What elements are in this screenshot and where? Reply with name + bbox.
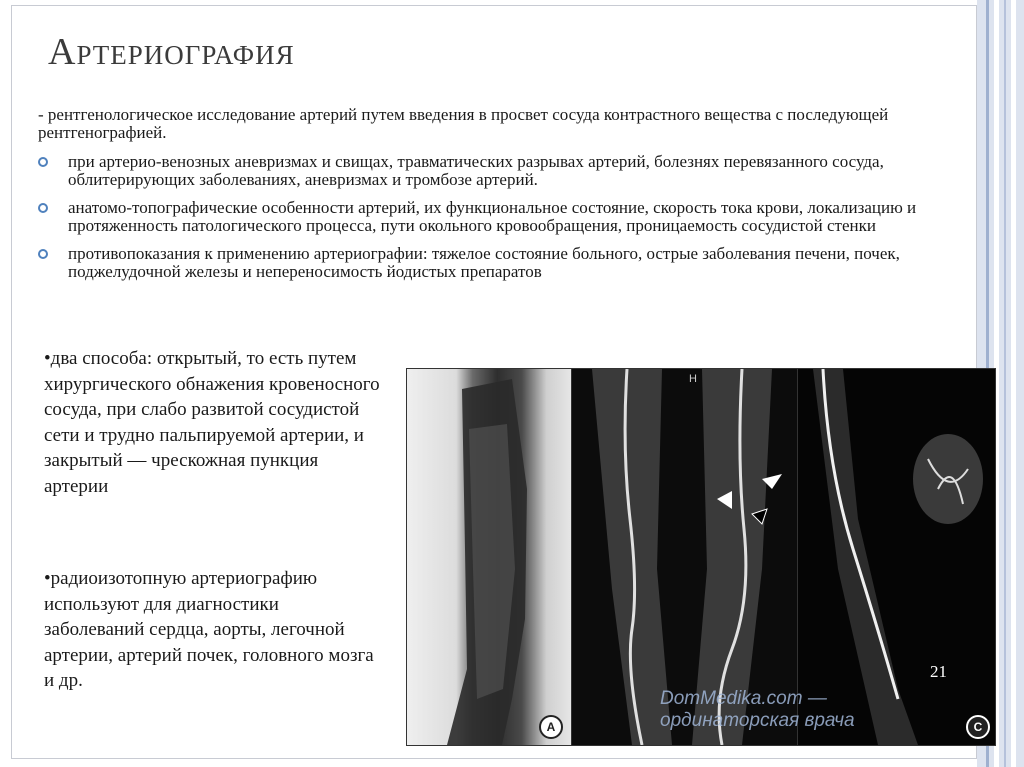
bullet-circle-icon — [38, 203, 48, 213]
bullet-list — [38, 153, 978, 291]
bullet-text: противопоказания к применению артериографии: тяжелое состояние больного, острые заболевания печени, почек, поджелудочной железы и непереносимость йодистых препаратов — [68, 244, 900, 281]
radioisotope-paragraph: •радиоизотопную артериографию используют для диагностики заболеваний сердца, аорты, легочной артерии, артерий почек, головного мозга и др. — [44, 568, 374, 691]
leg-photo-illustration — [407, 369, 571, 745]
page-number: 21 — [930, 662, 947, 681]
bullet-item — [38, 153, 978, 189]
watermark — [660, 688, 960, 732]
bullet-text: при артерио-венозных аневризмах и свищах, травматических разрывах артерий, болезнях перевязанного сосуда, облитерирующих заболеваниях, аневризмах и тромбозе артерий. — [68, 152, 884, 189]
methods-paragraph: •два способа: открытый, то есть путем хирургического обнажения кровеносного сосуда, при слабо развитой сосудистой сети и трудно пальпируемой артерии, и закрытый — чрескожная пункция артерии — [44, 348, 380, 497]
leg-photo-panel-a — [406, 368, 572, 746]
intro-text: - рентгенологическое исследование артерий путем введения в просвет сосуда контрастного вещества с последующей рентгенографией. — [38, 105, 889, 142]
bullet-text: анатомо-топографические особенности артерий, их функциональное состояние, скорость тока крови, локализацию и протяженность патологического процесса, пути окольного кровообращения, проницаемость сосудистой стенки — [68, 198, 917, 235]
watermark-line-2: ординаторская врача — [660, 710, 855, 731]
bullet-circle-icon — [38, 249, 48, 259]
panel-marker-h: H — [689, 373, 697, 385]
panel-label-a: A — [539, 715, 563, 739]
bullet-item — [38, 245, 978, 281]
watermark-line-1: DomMedika.com — — [660, 688, 827, 709]
bullet-circle-icon — [38, 157, 48, 167]
bullet-item — [38, 199, 978, 235]
slide-title: Артериография — [48, 31, 295, 73]
panel-label-c: C — [966, 715, 990, 739]
